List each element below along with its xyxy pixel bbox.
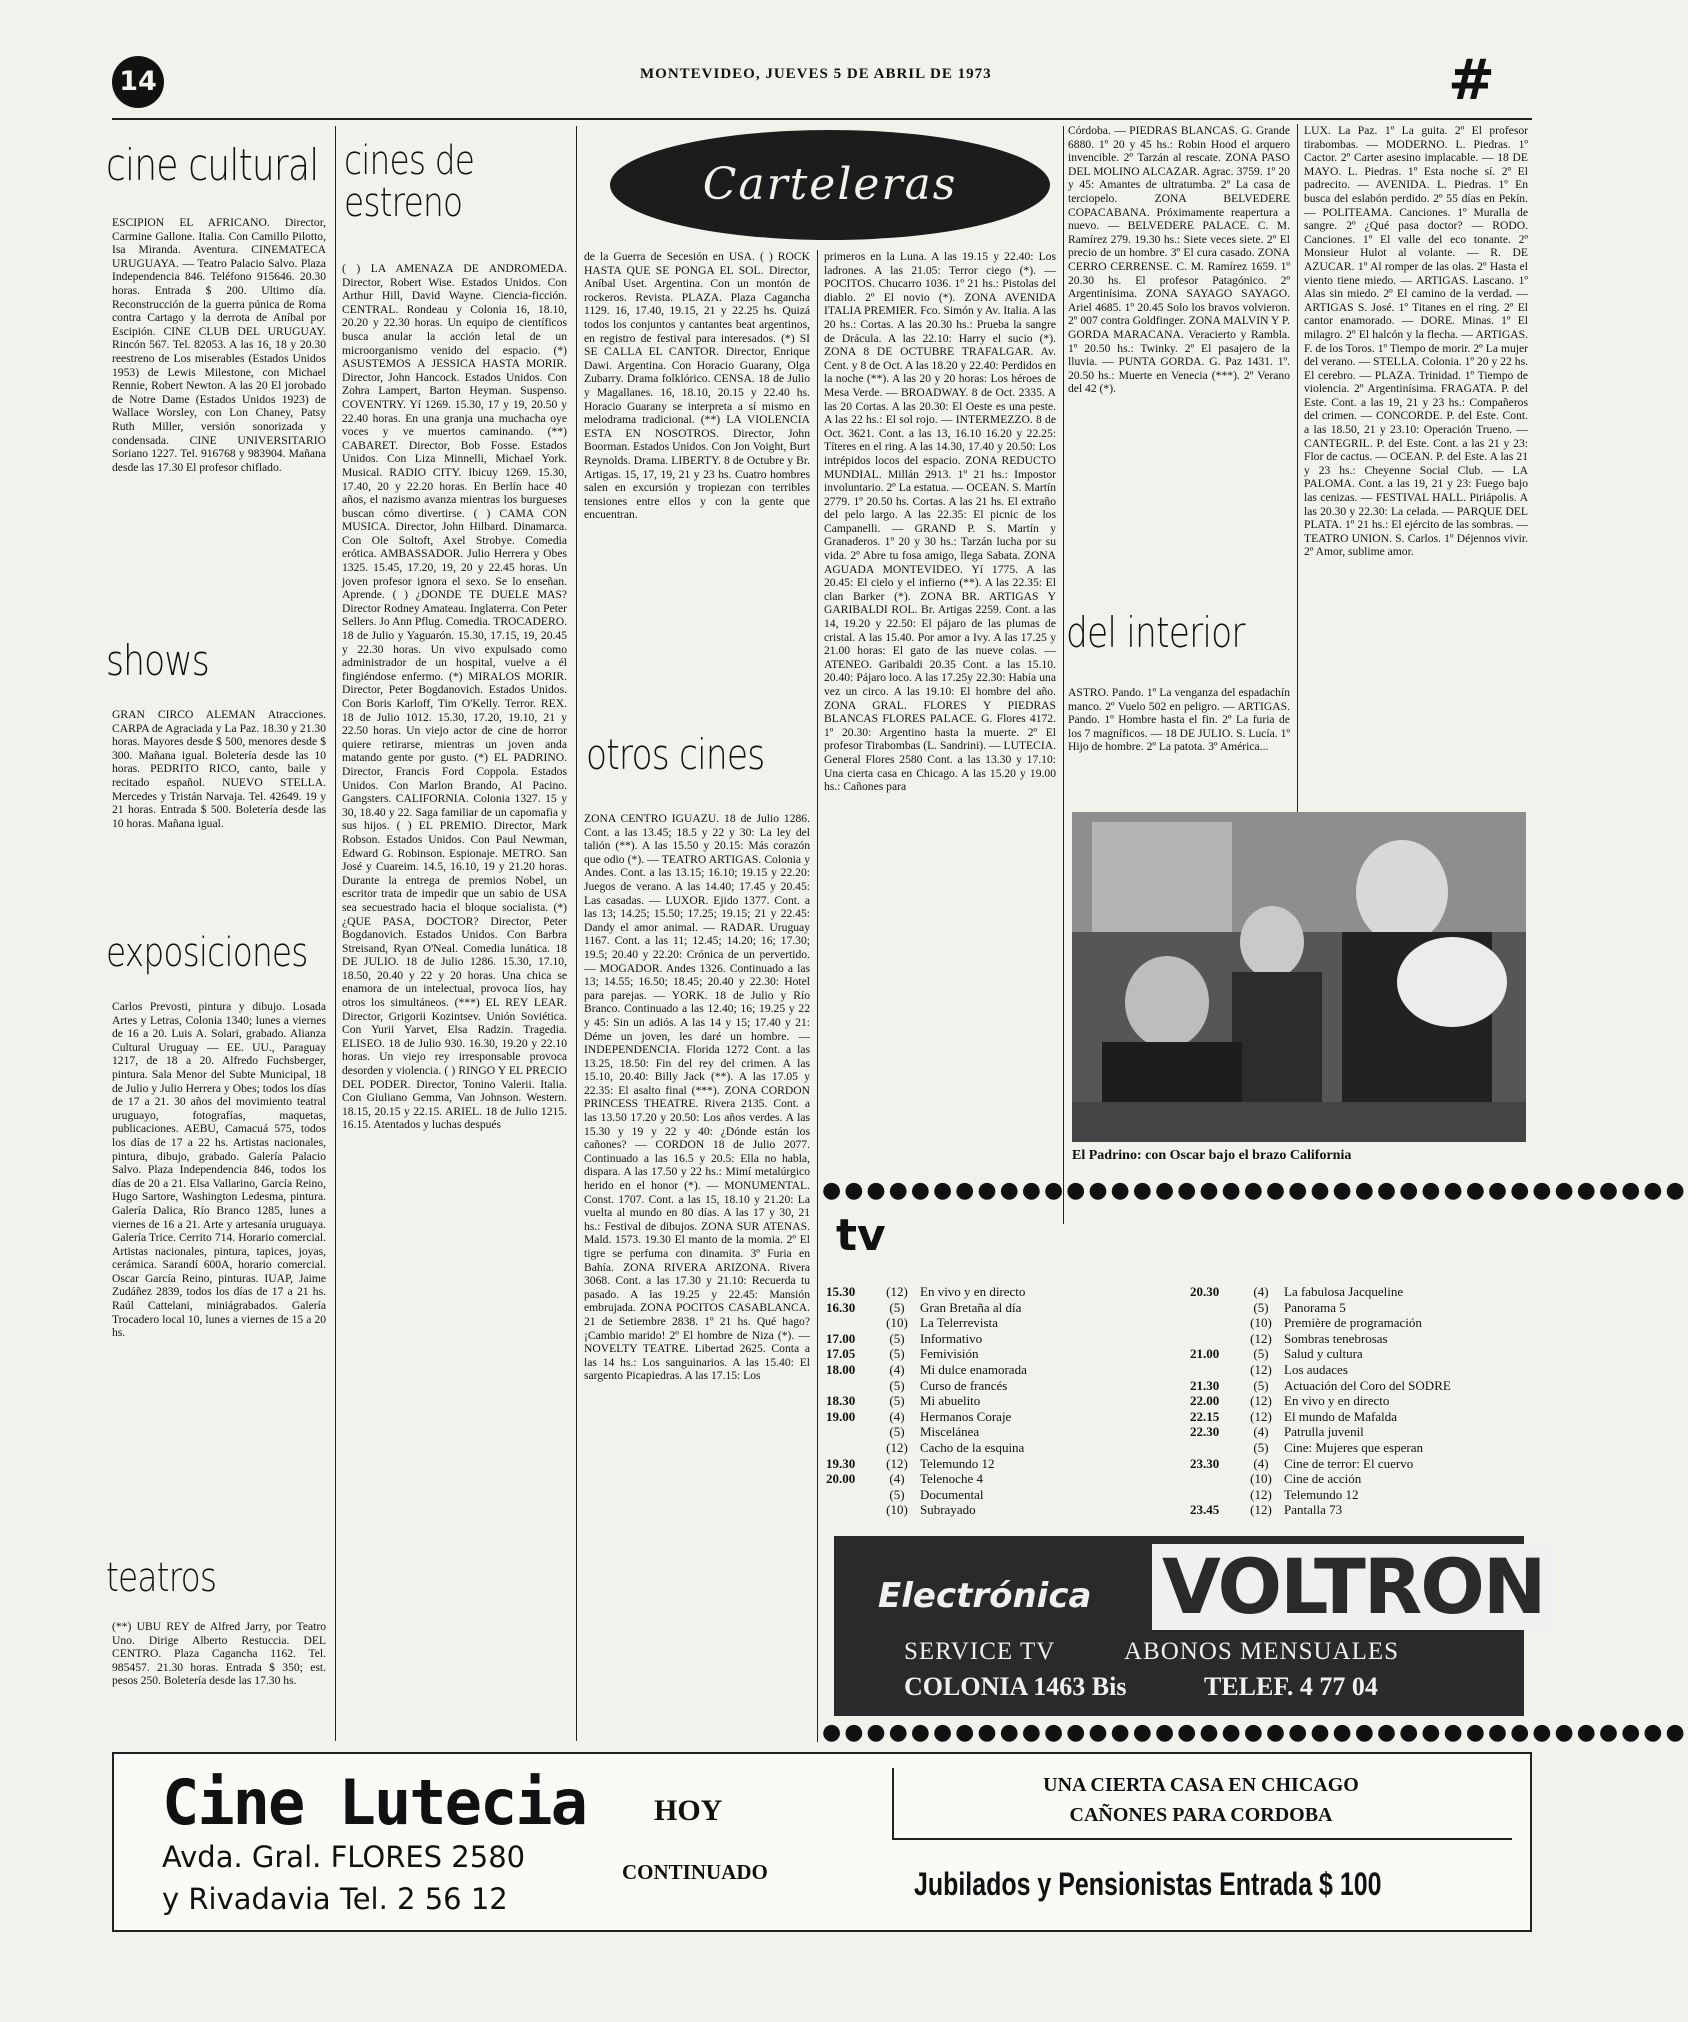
col3-estrenos-cont: de la Guerra de Secesión en USA. ( ) ROCK HASTA QUE SE PONGA EL SOL. Director, Aníbal Uset. Argentina. Con un montón de rockeros. Revista. PLAZA. Plaza Cagancha 1129. 16, 17.40, 19.15, 21 y 22.25 hs. Quizá todos los conjuntos y cantantes beat argentinos, en registro de festival para interesados. (*) SI SE CALLA EL CANTOR. Director, Enrique Dawi. Argentina. Con Horacio Guarany, Olga Zubarry. Drama folklórico. CENSA. 18 de Julio y Magallanes. 16, 18.10, 20.15 y 22.40 hs. Horacio Guarany se interpreta a sí mismo en melodrama tradicional. (**) LA VIOLENCIA ESTA EN NOSOTROS. Director, John Boorman. Estados Unidos. Con Jon Voight, Burt Reynolds. Drama. LIBERTY. 8 de Octubre y Br. Artigas. 15, 17, 19, 21 y 23 hs. Cuatro hombres salen en excursión y tropiezan con terribles tensiones entre ellos y con la gente que encuentran. bbox=[584, 250, 810, 522]
tv-time bbox=[826, 1315, 874, 1331]
tv-channel: (12) bbox=[1250, 1502, 1272, 1518]
tv-time bbox=[1190, 1440, 1238, 1456]
tv-row bbox=[826, 1346, 1146, 1362]
tv-row bbox=[1190, 1487, 1526, 1503]
tv-row bbox=[1190, 1409, 1526, 1425]
tv-time: 21.00 bbox=[1190, 1346, 1220, 1362]
section-teatros: teatros bbox=[106, 1555, 217, 1601]
tv-channel: (4) bbox=[1253, 1284, 1269, 1299]
voltron-electronica: Electrónica bbox=[878, 1576, 1092, 1616]
tv-channel: (4) bbox=[889, 1471, 905, 1487]
tv-channel: (10) bbox=[1250, 1471, 1272, 1487]
tv-listing-left bbox=[826, 1284, 1146, 1518]
tv-row bbox=[1190, 1471, 1526, 1487]
tv-time: 18.30 bbox=[826, 1393, 856, 1409]
tv-row bbox=[826, 1284, 1146, 1300]
tv-program: Mi dulce enamorada bbox=[920, 1361, 1027, 1377]
tv-time: 17.00 bbox=[826, 1330, 856, 1346]
tv-time: 22.30 bbox=[1190, 1424, 1220, 1440]
tv-time bbox=[826, 1440, 874, 1456]
tv-channel: (12) bbox=[1250, 1393, 1272, 1409]
tv-program: La fabulosa Jacqueline bbox=[1284, 1284, 1404, 1299]
tv-program: En vivo y en directo bbox=[920, 1284, 1026, 1299]
tv-program: Salud y cultura bbox=[1284, 1346, 1363, 1362]
tv-time: 20.00 bbox=[826, 1471, 856, 1487]
tv-channel: (5) bbox=[1253, 1439, 1269, 1455]
tv-program: Documental bbox=[920, 1486, 984, 1502]
section-exposiciones: exposiciones bbox=[106, 930, 308, 976]
tv-program: El mundo de Mafalda bbox=[1284, 1408, 1397, 1424]
tv-channel: (10) bbox=[1250, 1315, 1272, 1331]
lutecia-continuado: CONTINUADO bbox=[622, 1860, 768, 1884]
tv-program: Informativo bbox=[920, 1330, 983, 1346]
tv-row bbox=[826, 1456, 1146, 1472]
tv-program: Hermanos Coraje bbox=[920, 1408, 1012, 1424]
tv-channel: (5) bbox=[889, 1299, 905, 1315]
tv-row bbox=[1190, 1362, 1526, 1378]
section-cine-cultural: cine cultural bbox=[106, 140, 319, 191]
tv-channel: (12) bbox=[886, 1455, 908, 1471]
tv-row bbox=[826, 1378, 1146, 1394]
tv-time: 19.30 bbox=[826, 1455, 856, 1471]
section-shows: shows bbox=[106, 636, 209, 685]
tv-channel: (5) bbox=[889, 1377, 905, 1393]
tv-time: 22.00 bbox=[1190, 1393, 1220, 1409]
page-mark-glyph: # bbox=[1448, 48, 1495, 113]
tv-program: Cine de acción bbox=[1284, 1471, 1362, 1487]
tv-row bbox=[826, 1502, 1146, 1518]
voltron-address: COLONIA 1463 Bis bbox=[904, 1672, 1127, 1701]
tv-program: Los audaces bbox=[1284, 1361, 1348, 1377]
dateline: MONTEVIDEO, JUEVES 5 DE ABRIL DE 1973 bbox=[640, 66, 992, 82]
tv-program: Panorama 5 bbox=[1284, 1299, 1346, 1315]
col3-otros: ZONA CENTRO IGUAZU. 18 de Julio 1286. Cont. a las 13.45; 18.5 y 22 y 30: La ley del talión (**). A las 15.50 y 20.15: Más corazón que odio (*). — TEATRO ARTIGAS. Colonia y Andes. Cont. a las 13.15; 16.10; 19.15 y 22.20: Juegos de verano. A las 14.40; 17.45 y 20.45: Las casadas. — LUXOR. Ejido 1377. Cont. a las 13; 14.25; 15.50; 17.25; 19.15; 21 y 22.45: Dandy el amor animal. — RADAR. Uruguay 1167. Cont. a las 11; 12.45; 14.20; 16; 17.30; 19.5; 20.40 y 22.20: Crónica de un pervertido. — MOGADOR. Andes 1326. Continuado a las 13; 14.55; 16.50; 18.45; 20.40 y 22.30: Hotel para parejas. — YORK. 18 de Julio y Río Branco. Continuado a las 12.40; 16; 19.25 y 22 y 45: Sin un adiós. A las 14 y 15; 17.40 y 21: Déme un joven, les daré un hombre. — INDEPENDENCIA. Florida 1272 Cont. a las 13.25, 18.50: Fin del rey del crimen. A las 15.10, 20.40: Billy Jack (**). A las 17.05 y 22.35: El asalto final (***). ZONA CORDON PRINCESS THEATRE. Rivera 2135. Cont. a las 13.50 17.20 y 20.50: Los años verdes. A las 15.30 y 19 y 22 y 40: ¿Dónde están los cañones? — CORDON 18 de Julio 2077. Continuado a las 16.5 y 20.5: Ella no habla, dispara. A las 17.50 y 22 hs.: Mimí metalúrgico herido en el honor (*). — MONUMENTAL. Const. 1707. Cont. a las 15, 18.10 y 21.20: La vuelta al mundo en 80 días. A las 17 y 30, 21 hs.: Festival de dibujos. ZONA SUR ATENAS. Mald. 1573. 19.30 El manto de la momia. 2º El tigre se perfuma con dinamita. 3º Furia en Bahía. ZONA RIVERA ARIZONA. Rivera 3068. Cont. a las 17.30 y 21.10: Recuerda tu pasado. A las 19.25 y 22.45: Mansión embrujada. ZONA POCITOS CASABLANCA. 21 de Setiembre 2838. 1º 21 hs. Qué hago? ¡Cambio marido! 2º El hombre de Niza (*). — NOVELTY TEATRE. Libertad 2625. Conta a las 14 hs.: Los sanguinarios. A las 15.40: El sargento Picapiedras. A las 17.15: Los bbox=[584, 812, 810, 1383]
tv-channel: (4) bbox=[889, 1361, 905, 1377]
tv-channel: (5) bbox=[889, 1393, 905, 1409]
carteleras-logo: Carteleras bbox=[610, 130, 1050, 240]
tv-row bbox=[826, 1424, 1146, 1440]
tv-time: 15.30 bbox=[826, 1284, 856, 1299]
tv-channel: (12) bbox=[1250, 1330, 1272, 1346]
tv-channel: (5) bbox=[889, 1346, 905, 1362]
lutecia-jubilados: Jubilados y Pensionistas Entrada $ 100 bbox=[914, 1866, 1382, 1902]
tv-channel: (4) bbox=[889, 1408, 905, 1424]
tv-row bbox=[1190, 1300, 1526, 1316]
col5-interior: ASTRO. Pando. 1º La venganza del espadachín manco. 2º Vuelo 502 en peligro. — ARTIGAS. Pando. 1º Hombre hasta el fin. 2º La furia de los 7 magníficos. — 18 DE JULIO. S. Lucía. 1º Hijo de hombre. 2º La patota. 3º América... bbox=[1068, 686, 1290, 754]
tv-channel: (12) bbox=[886, 1439, 908, 1455]
tv-row bbox=[826, 1471, 1146, 1487]
tv-program: Mi abuelito bbox=[920, 1393, 981, 1409]
voltron-telef: TELEF. 4 77 04 bbox=[1204, 1672, 1378, 1701]
tv-row bbox=[1190, 1284, 1526, 1300]
tv-row bbox=[1190, 1424, 1526, 1440]
col6-interior: LUX. La Paz. 1º La guita. 2º El profesor tirabombas. — MODERNO. L. Piedras. 1º Cactor. 2º Carter asesino implacable. — 18 DE MAYO. L. Piedras. 1º Esta noche sí. 2º El padrecito. — AVENIDA. L. Piedras. 1º En busca del eslabón perdido. 2º 55 días en Pekín. — POLITEAMA. Canciones. 1º Muralla de sangre. 2º ¿Qué pasa doctor? — RODO. Canciones. 1º El valle del eco tonante. 2º Monsieur Hulot al volante. — R. DE AZUCAR. 1º Al romper de las olas. 2º Hasta el viento tiene miedo. — ARTIGAS. Lascano. 1º Alas sin miedo. 2º El camino de la verdad. — ARTIGAS S. José. 1º Titanes en el ring. 2º El cantor enamorado. — DORE. Minas. 1º El milagro. 2º El halcón y la flecha. — ARTIGAS. F. de los Toros. 1º Tiempo de morir. 2º La mujer del verano. — STELLA. Colonia. 1º 20 y 22 hs. El cerebro. — PLAZA. Trinidad. 1º Tiempo de violencia. 2º Argentinísima. FRAGATA. P. del Este. Cont. a las 19, 21 y 23 hs.: Compañeros del crimen. — CONCORDE. P. del Este. Cont. a las 18.50, 21 y 23.10: Operación Trueno. — CANTEGRIL. P. del Este. Cont. a las 21 y 23: Flor de cactus. — OCEAN. P. del Este. A las 21 y 23 hs.: Cheyenne Social Club. — LA PALOMA. Cont. a las 19, 21 y 23: Fuego bajo las cenizas. — FESTIVAL HALL. Piriápolis. A las 20.30 y 22.30: La celada. — PARQUE DEL PLATA. 1º 21 hs.: El ejército de las sombras. — TEATRO UNION. S. Carlos. 1º Déjennos vivir. 2º Amor, sublime amor. bbox=[1304, 124, 1528, 559]
tv-program: Patrulla juvenil bbox=[1284, 1424, 1364, 1440]
tv-row bbox=[1190, 1440, 1526, 1456]
section-del-interior: del interior bbox=[1066, 608, 1245, 657]
tv-channel: (5) bbox=[889, 1486, 905, 1502]
tv-program: Telemundo 12 bbox=[1284, 1486, 1359, 1502]
tv-time bbox=[1190, 1300, 1238, 1316]
col1-shows: GRAN CIRCO ALEMAN Atracciones. CARPA de Agraciada y La Paz. 18.30 y 21.30 horas. Mayores desde $ 500, menores desde $ 300. Mañana igual. Boletería desde las 10 horas. PEDRITO RICO, canto, baile y recitado español. NUEVO STELLA. Mercedes y Tristán Narvaja. Tel. 42649. 19 y 21 horas. Entrada $ 500. Boletería desde las 10 horas. Mañana igual. bbox=[112, 708, 326, 830]
col1-teatros: (**) UBU REY de Alfred Jarry, por Teatro Uno. Dirige Alberto Restuccia. DEL CENTRO. Plaza Cagancha 1162. Tel. 985457. 21.30 horas. Entrada $ 350; est. pesos 250. Boletería desde las 17.30 hs. bbox=[112, 1620, 326, 1688]
tv-channel: (5) bbox=[1253, 1346, 1269, 1362]
tv-program: Actuación del Coro del SODRE bbox=[1284, 1377, 1451, 1393]
tv-program: Miscelánea bbox=[920, 1424, 980, 1440]
tv-row bbox=[826, 1315, 1146, 1331]
tv-row bbox=[826, 1331, 1146, 1347]
col5-otros-cont: Córdoba. — PIEDRAS BLANCAS. G. Grande 6880. 1º 20 y 45 hs.: Robin Hood el arquero invencible. 2º Tarzán al rescate. ZONA PASO DEL MOLINO ALCAZAR. Agrac. 3759. 1º 20 y 45: Amantes de ultratumba. 2º La casa de terciopelo. ZONA BELVEDERE COPACABANA. Próximamente reapertura a nuevo. — BELVEDERE PALACE. C. M. Ramírez 279. 19.30 hs.: Siete veces siete. 2º El precio de un hombre. 3º El cura casado. ZONA CERRO CERRENSE. C. M. Ramírez 1659. 1º 20.30 hs. El profesor Patagónico. 2º Argentinísima. ZONA SAYAGO SAYAGO. Ariel 4685. 1º 20.45 Solo los bravos volvieron. 2º 007 contra Goldfinger. ZONA MALVIN Y P. GORDA MARACANA. Veracierto y Rambla. 1º 20.50 hs.: Twinky. 2º El pasajero de la lluvia. — PUNTA GORDA. G. Paz 1431. 1º. 20.50 hs.: Muerte en Venecia (***). 2º Verano del 42 (*). bbox=[1068, 124, 1290, 396]
voltron-brand: VOLTRON bbox=[1152, 1544, 1555, 1630]
tv-row bbox=[826, 1393, 1146, 1409]
photo-caption: El Padrino: con Oscar bajo el brazo California bbox=[1072, 1148, 1352, 1163]
tv-channel: (12) bbox=[1250, 1486, 1272, 1502]
page-number: 14 bbox=[112, 56, 164, 108]
tv-program: Femivisión bbox=[920, 1346, 979, 1362]
tv-program: Cine: Mujeres que esperan bbox=[1284, 1439, 1423, 1455]
section-otros-cines: otros cines bbox=[586, 730, 765, 779]
section-tv: tv bbox=[836, 1210, 886, 1261]
tv-row bbox=[1190, 1378, 1526, 1394]
tv-listing-right bbox=[1190, 1284, 1526, 1518]
tv-channel: (5) bbox=[1253, 1299, 1269, 1315]
dot-rule-top: ●●●●●●●●●●●●●●●●●●●●●●●●●●●●●●●●●●●●●●● bbox=[822, 1178, 1688, 1203]
lutecia-film2: CAÑONES PARA CORDOBA bbox=[1069, 1804, 1333, 1826]
voltron-ad bbox=[834, 1536, 1545, 1716]
tv-row bbox=[826, 1440, 1146, 1456]
tv-time: 21.30 bbox=[1190, 1377, 1220, 1393]
voltron-abonos: ABONOS MENSUALES bbox=[1124, 1638, 1400, 1665]
tv-time bbox=[1190, 1331, 1238, 1347]
tv-channel: (4) bbox=[1253, 1455, 1269, 1471]
tv-program: Telenoche 4 bbox=[920, 1471, 983, 1487]
lutecia-ad bbox=[112, 1752, 1532, 1932]
tv-program: Subrayado bbox=[920, 1502, 976, 1518]
tv-row bbox=[1190, 1331, 1526, 1347]
tv-time: 22.15 bbox=[1190, 1408, 1220, 1424]
col1-exposiciones: Carlos Prevosti, pintura y dibujo. Losada Artes y Letras, Colonia 1340; lunes a viernes de 16 a 20. Luis A. Solari, grabado. Alianza Cultural Uruguay — EE. UU., Paraguay 1217, de 18 a 20. Alfredo Fuchsberger, pintura. Sala Menor del Subte Municipal, 18 de Julio y Julio Herrera y Obes; todos los días de 17 a 21. 30 años del movimiento teatral uruguayo, fotografías, maquetas, publicaciones. AEBU, Camacuá 575, todos los días de 17 a 22 hs. Artistas nacionales, pintura, dibujo, grabado. Galería Palacio Salvo. Plaza Independencia 846, todos los días de 20 a 21. Elsa Vallarino, García Reino, Hugo Sartore, Washington Ledesma, pintura. Galería Dalica, Río Branco 1285, lunes a viernes de 16 a 21. Arte y artesanía uruguaya. Galería Trice. Cerrito 714. Horario comercial. Artistas nacionales, pintura, tapices, joyas, cerámica. Sarandí 600A, horario comercial. Oscar García Reino, pinturas. IUAP, Jaime Zudáñez 2839, todos los días de 17 a 21 hs. Raúl Cattelani, miniágrabados. Galería Trocadero local 10, lunes a viernes de 15 a 20 hs. bbox=[112, 1000, 326, 1340]
tv-program: Cacho de la esquina bbox=[920, 1439, 1025, 1455]
tv-time bbox=[1190, 1471, 1238, 1487]
col1-cine-cultural: ESCIPION EL AFRICANO. Director, Carmine Gallone. Italia. Con Camillo Pilotto, Isa Miranda. Aventura. CINEMATECA URUGUAYA. — Teatro Palacio Salvo. Plaza Independencia 846. Teléfono 915646. 20.30 horas. Entrada $ 200. Ultimo día. Reconstrucción de la guerra púnica de Roma contra Cartago y la derrota de Aníbal por Escipión. CINE CLUB DEL URUGUAY. Rincón 567. Tel. 82053. A las 16, 18 y 20.30 reestreno de Los miserables (Estados Unidos 1953) de Lewis Milestone, con Michael Rennie, Robert Newton. A las 20 El jorobado de Notre Dame (Estados Unidos 1923) de Wallace Worsley, con Lon Chaney, Patsy Ruth Miller, versión sonorizada y condensada. CINE UNIVERSITARIO Soriano 1227. Tel. 916768 y 983904. Mañana desde las 17.30 El profesor chiflado. bbox=[112, 216, 326, 474]
tv-time bbox=[826, 1487, 874, 1503]
tv-time bbox=[1190, 1487, 1238, 1503]
col2-estrenos: ( ) LA AMENAZA DE ANDROMEDA. Director, Robert Wise. Estados Unidos. Con Arthur Hill, David Wayne. Ciencia-ficción. CENTRAL. Rondeau y Colonia 16, 18.10, 20.20 y 22.30 horas. Un equipo de científicos busca anular la acción letal de un microorganismo venido del espacio. (*) ASUSTEMOS A JESSICA HASTA MORIR. Director, John Hancock. Estados Unidos. Con Zohra Lampert, Barton Heyman. Suspenso. COVENTRY. Yí 1269. 15.30, 17 y 19, 20.50 y 22.40 horas. En una granja una muchacha oye voces y ve muertos caminando. (**) CABARET. Director, Bob Fosse. Estados Unidos. Con Liza Minnelli, Michael York. Musical. RADIO CITY. Ibicuy 1269. 15.30, 17.40, 20 y 22.20 horas. En Berlín hace 40 años, el nazismo avanza mientras los burgueses buscan cómo divertirse. ( ) CAMA CON MUSICA. Director, John Hilbard. Dinamarca. Con Ole Soltoft, Axel Strobye. Comedia erótica. AMBASSADOR. Julio Herrera y Obes 1325. 15.45, 17.20, 19, 20 y 22.45 horas. Un joven profesor ignora el sexo. Se lo enseñan. Aprende. ( ) ¿DONDE TE DUELE MAS? Director Rodney Amateau. Inglaterra. Con Peter Sellers. Jo Ann Pflug. Comedia. TROCADERO. 18 de Julio y Yaguarón. 15.30, 17.15, 19, 20.45 y 22.30 horas. Un vivo expulsado como administrador de un hospital, vuelve a él fingiéndose enfermo. (*) MIRALOS MORIR. Director, Peter Bogdanovich. Estados Unidos. Con Boris Karloff, Tim O'Kelly. Terror. REX. 18 de Julio 1012. 15.30, 17.20, 19.10, 21 y 22.50 horas. Un viejo actor de cine de horror quiere retirarse, mientras un joven anda matando gente por gusto. (*) EL PADRINO. Director, Francis Ford Coppola. Estados Unidos. Con Marlon Brando, Al Pacino. Gangsters. CALIFORNIA. Colonia 1327. 15 y 30, 18.40 y 22. Saga familiar de un capomafia y sus hijos. ( ) EL PREMIO. Director, Mark Robson. Estados Unidos. Con Paul Newman, Edward G. Robinson. Espionaje. METRO. San José y Cuareim. 14.5, 16.10, 19 y 21.20 horas. Durante la entrega de premios Nobel, un escritor trata de impedir que un sabio de USA sea secuestrado hacia el bloque socialista. (*) ¿QUE PASA, DOCTOR? Director, Peter Bogdanovich. Estados Unidos. Con Barbra Streisand, Ryan O'Neal. Comedia lunática. 18 DE JULIO. 18 de Julio 1286. 15.30, 17.10, 18.50, 20.40 y 22 y 20 horas. Una chica se enamora de un intelectual, provoca líos, hay otros los simultáneos. (***) EL REY LEAR. Director, Grigorii Kozintsev. Unión Soviética. Con Yurii Yarvet, Elsa Radzin. Tragedia. ELISEO. 18 de Julio 930. 16.30, 19.20 y 22.10 horas. Un viejo rey irresponsable provoca desorden y violencia. ( ) RINGO Y EL PRECIO DEL PODER. Director, Tonino Valerii. Italia. Con Giuliano Gemma, Van Johnson. Western. 18.15, 20.15 y 22.15. ARIEL. 18 de Julio 1215. 16.15. Atentados y luchas después bbox=[342, 262, 567, 1132]
tv-row bbox=[1190, 1315, 1526, 1331]
tv-time bbox=[826, 1378, 874, 1394]
tv-time: 16.30 bbox=[826, 1299, 856, 1315]
tv-time bbox=[1190, 1315, 1238, 1331]
lutecia-address2: y Rivadavia Tel. 2 56 12 bbox=[162, 1882, 508, 1916]
tv-row bbox=[826, 1487, 1146, 1503]
lutecia-hoy: HOY bbox=[654, 1794, 723, 1827]
tv-channel: (12) bbox=[1250, 1361, 1272, 1377]
lutecia-address1: Avda. Gral. FLORES 2580 bbox=[162, 1840, 526, 1874]
section-cines-estreno: cines de estreno bbox=[344, 138, 475, 226]
tv-channel: (4) bbox=[1253, 1424, 1269, 1440]
tv-row bbox=[1190, 1346, 1526, 1362]
tv-time: 18.00 bbox=[826, 1361, 856, 1377]
tv-program: En vivo y en directo bbox=[1284, 1393, 1390, 1409]
tv-time: 17.05 bbox=[826, 1346, 856, 1362]
tv-channel: (5) bbox=[1253, 1377, 1269, 1393]
voltron-service: SERVICE TV bbox=[904, 1638, 1056, 1665]
tv-row bbox=[1190, 1456, 1526, 1472]
tv-program: Telemundo 12 bbox=[920, 1455, 995, 1471]
tv-row bbox=[826, 1362, 1146, 1378]
dot-rule-bottom: ●●●●●●●●●●●●●●●●●●●●●●●●●●●●●●●●●●●●●●● bbox=[822, 1720, 1688, 1745]
tv-program: Curso de francés bbox=[920, 1377, 1008, 1393]
tv-time: 23.45 bbox=[1190, 1502, 1220, 1518]
el-padrino-photo bbox=[1072, 812, 1526, 1142]
tv-time bbox=[826, 1502, 874, 1518]
tv-program: Sombras tenebrosas bbox=[1284, 1330, 1388, 1346]
tv-program: Cine de terror: El cuervo bbox=[1284, 1455, 1414, 1471]
tv-time bbox=[826, 1424, 874, 1440]
lutecia-film1: UNA CIERTA CASA EN CHICAGO bbox=[1043, 1774, 1359, 1796]
tv-channel: (10) bbox=[886, 1315, 908, 1331]
tv-time bbox=[1190, 1362, 1238, 1378]
tv-program: Première de programación bbox=[1284, 1315, 1422, 1331]
tv-row bbox=[826, 1409, 1146, 1425]
tv-channel: (5) bbox=[889, 1330, 905, 1346]
col4-otros-cont: primeros en la Luna. A las 19.15 y 22.40: Los ladrones. A las 21.05: Terror ciego (*). — POCITOS. Chucarro 1036. 1º 21 hs.: Pistolas del diablo. 2º El novio (*). ZONA AVENIDA ITALIA PREMIER. Fco. Simón y Av. Italia. A las 20 hs.: Cortas. A las 20.30 hs.: Prueba la sangre de Drácula. A las 22.10: Harry el sucio (*). ZONA 8 DE OCTUBRE TRAFALGAR. Av. Cent. y 8 de Oct. A las 18.20 y 22.40: Perdidos en la noche (**). A las 20 y 20 horas: Los héroes de Mesa Verde. — BROADWAY. 8 de Oct. 2335. A las 20 Cortas. A las 20.30: El Oeste es una peste. A las 22 hs.: El sol rojo. — INTERMEZZO. 8 de Oct. 3621. Cont. a las 13, 16.10 16.20 y 22.25: Títeres en el ring. A las 14.30, 17.40 y 20.50: Los intrépidos locos del espacio. ZONA REDUCTO MUNDIAL. Millán 2913. 1º 21 hs.: Impostor involuntario. 2º La estatua. — OCEAN. S. Martín 2779. 1º 20.50 hs. Cortas. A las 21 hs. El extraño del pelo largo. A las 22.35: El picnic de los Campanelli. — GRAND P. S. Martín y Granaderos. 1º 20 y 30 hs.: Tarzán lucha por su vida. 2º Abre tu fosa amigo, llega Sabata. ZONA AGUADA MONTEVIDEO. Yí 1775. A las 20.45: El cielo y el infierno (**). A las 22.35: El clan Barker (*). ZONA BR. ARTIGAS Y GARIBALDI ROL. Br. Artigas 2259. Cont. a las 14, 19.20 y 22.50: El pájaro de las plumas de cristal. A las 15.40. Por amor a Ivy. A las 17.25 y 21.00 horas: El gato de las nueve colas. — ATENEO. Garibaldi 20.35 Cont. a las 15.10. 20.40: Pájaro loco. A las 17.25y 22.30: Había una vez un circo. A las 19.10: El hombre del año. ZONA GRAL. FLORES Y PIEDRAS BLANCAS FLORES PALACE. G. Flores 4172. 1º 20.30: Argentino hasta la muerte. 2º El profesor Tirabombas (L. Sandrini). — LUTECIA. General Flores 2580 Cont. a las 13.30 y 17.10: Una cierta casa en Chicago. A las 15.20 y 19.00 hs.: Cañones para bbox=[824, 250, 1056, 794]
tv-time: 19.00 bbox=[826, 1408, 856, 1424]
tv-time: 20.30 bbox=[1190, 1284, 1220, 1299]
tv-channel: (10) bbox=[886, 1502, 908, 1518]
tv-channel: (12) bbox=[886, 1284, 908, 1299]
tv-channel: (5) bbox=[889, 1424, 905, 1440]
tv-channel: (12) bbox=[1250, 1408, 1272, 1424]
tv-row bbox=[826, 1300, 1146, 1316]
lutecia-name: Cine Lutecia bbox=[162, 1766, 586, 1839]
tv-program: Gran Bretaña al día bbox=[920, 1299, 1022, 1315]
tv-program: Pantalla 73 bbox=[1284, 1502, 1343, 1518]
tv-program: La Telerrevista bbox=[920, 1315, 998, 1331]
tv-row bbox=[1190, 1393, 1526, 1409]
tv-time: 23.30 bbox=[1190, 1455, 1220, 1471]
tv-row bbox=[1190, 1502, 1526, 1518]
